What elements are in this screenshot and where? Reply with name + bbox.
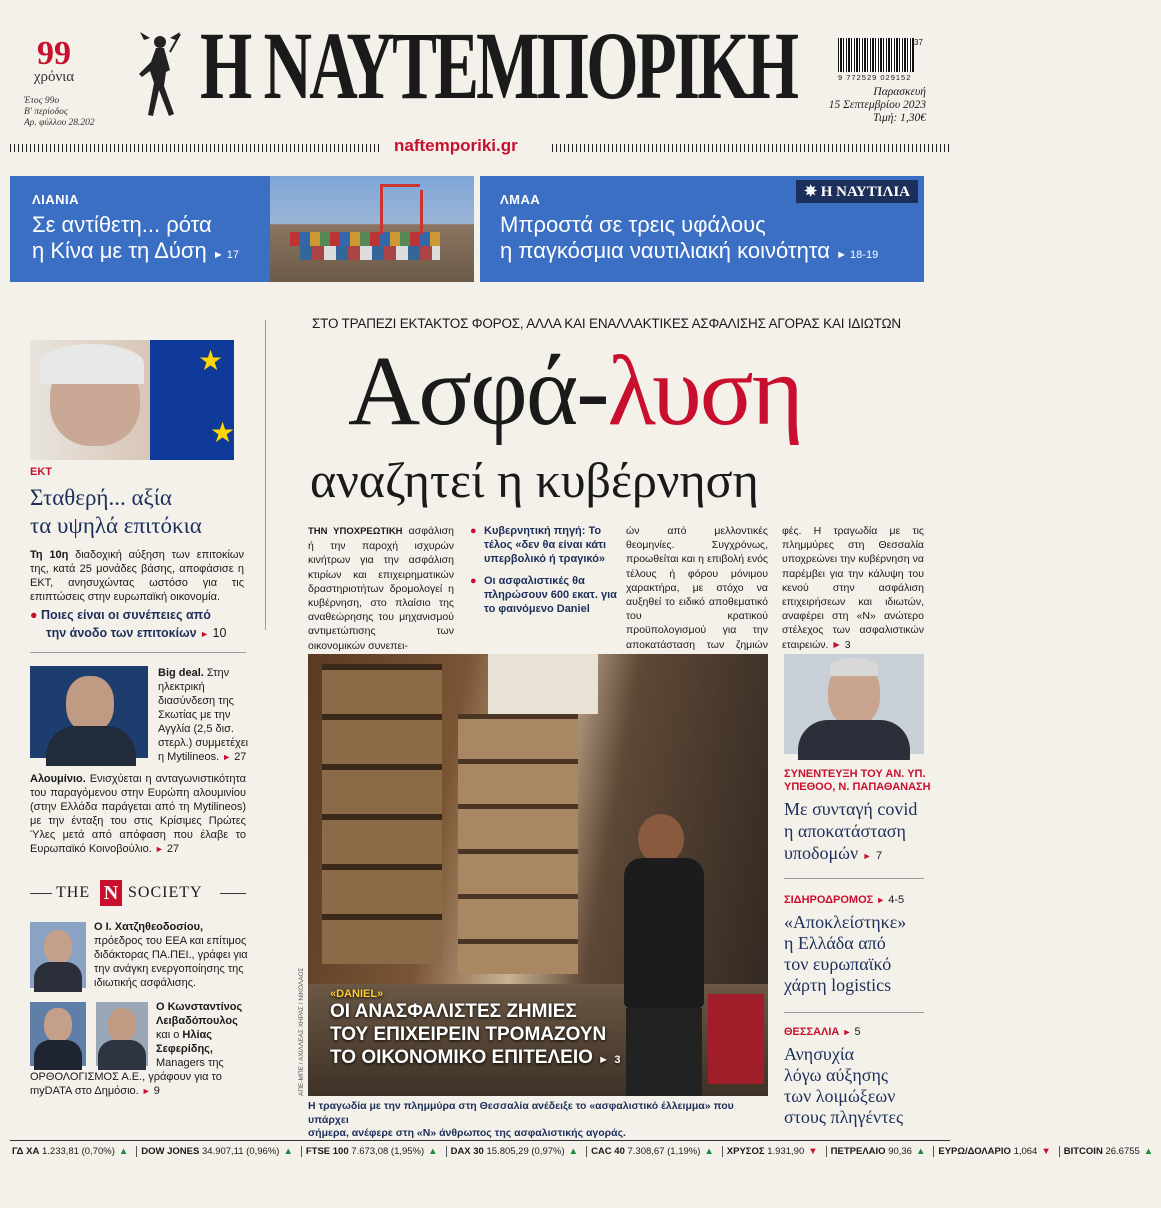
thes-l1: Ανησυχία — [784, 1044, 855, 1064]
thes-l3: των λοιμώξεων — [784, 1086, 896, 1106]
period-line: Β' περίοδος — [24, 107, 68, 117]
soc1-body — [94, 920, 250, 990]
leivadopoulos-photo — [30, 1002, 86, 1066]
ekt-bold: Τη 10η — [30, 549, 69, 561]
lead-bullet-2[interactable] — [470, 574, 618, 616]
anniversary-block — [24, 35, 84, 85]
ekt-headline1: Σταθερή... αξία — [30, 485, 172, 510]
photo-credit: ΑΠΕ-ΜΠΕ / ΑΧΙΛΛΕΑΣ ΧΗΡΑΣ / ΝΙΚΟΛΑΟΣ — [298, 967, 305, 1096]
ticker-value: 1,064 — [1013, 1146, 1038, 1157]
soc2-body-top — [156, 1000, 250, 1070]
rail-l4: χάρτη logistics — [784, 975, 892, 995]
deal-page: 27 — [234, 751, 247, 763]
ticker-item — [451, 1146, 587, 1157]
bullet-icon: ● — [470, 525, 477, 537]
interview-page: 7 — [876, 850, 883, 862]
ekt-body — [30, 548, 244, 604]
lead-col4: φές. Η τραγωδία με τις πλημμύρες στη Θεσσαλία υποχρεώνει την κυβέρνηση να παρέμβει για την κάλυψη του κενού στην ασφάλιση επιχειρήσεων και ιδιωτών, αναφέρει στη «Ν» ανώτερο στέλεχος των ασφαλιστικών εταιρειών. ► 3 — [782, 525, 924, 651]
headline-black: Ασφά- — [348, 335, 608, 446]
barcode-number: 9 772529 029152 — [838, 73, 912, 82]
interview-headline[interactable]: Με συνταγή covid η αποκατάσταση υποδομών ► 7 — [784, 799, 918, 863]
hatzitheodosiou-photo — [30, 922, 86, 988]
year-line: Έτος 99ο — [24, 96, 60, 106]
ticker-name: FTSE 100 — [305, 1146, 352, 1157]
banner-right-line1: Μπροστά σε τρεις υφάλους — [500, 212, 766, 237]
date: 15 Σεπτεμβρίου 2023 — [828, 99, 926, 111]
lead-col4-text: φές. Η τραγωδία με τις πλημμύρες στη Θεσσαλία υποχρεώνει την κυβέρνηση να παρέμβει για την κάλυψη του κενού στην ασφάλιση επιχειρήσεων και ιδιωτών, αναφέρει στη «Ν» ανώτερο στέλεχος των ασφαλιστικών εταιρειών. — [782, 525, 924, 651]
ekt-kicker: ΕΚΤ — [30, 466, 52, 478]
ticker-value: 7.673,08 (1,95%) — [351, 1146, 425, 1157]
soc2-text1: Managers της — [156, 1057, 224, 1069]
photo-line1: ΟΙ ΑΝΑΣΦΑΛΙΣΤΕΣ ΖΗΜΙΕΣ — [330, 1001, 577, 1022]
society-n-logo: N — [100, 880, 122, 906]
thes-l4: στους πληγέντες — [784, 1107, 904, 1127]
interview-kicker — [784, 768, 931, 794]
banner-left-line2-wrap: η Κίνα με τη Δύση ► 17 — [32, 238, 240, 263]
deal-bold: Big deal. — [158, 667, 204, 679]
banner-left-kicker: ΛΙΑΝΙΑ — [32, 192, 80, 207]
left-rule — [30, 652, 246, 653]
ekt-headline — [30, 484, 202, 540]
rail-l3: τον ευρωπαϊκό — [784, 954, 892, 974]
masthead-rule-left — [10, 144, 380, 152]
ticker-item — [141, 1146, 302, 1157]
masthead-rule-right — [552, 144, 950, 152]
ekt-headline2: τα υψηλά επιτόκια — [30, 513, 202, 538]
headline-red: λυση — [607, 335, 802, 446]
ticker-name: DOW JONES — [141, 1146, 202, 1157]
thes-page: 5 — [854, 1026, 861, 1038]
ticker-name: CAC 40 — [591, 1146, 628, 1157]
interview-kicker1: ΣΥΝΕΝΤΕΥΞΗ ΤΟΥ ΑΝ. ΥΠ. — [784, 768, 926, 780]
rail-l1: «Αποκλείστηκε» — [784, 912, 907, 932]
soc1-bold: Ο Ι. Χατζηθεοδοσίου, — [94, 921, 204, 933]
banner-right-line2-wrap: η παγκόσμια ναυτιλιακή κοινότητα ► 18-19 — [500, 238, 879, 263]
banner-left[interactable] — [10, 176, 474, 282]
photo-line2: ΤΟΥ ΕΠΙΧΕΙΡΕΙΝ ΤΡΟΜΑΖΟΥΝ — [330, 1024, 607, 1045]
bullet-icon: ● — [30, 608, 42, 622]
soc2-bold2: Ηλίας Σεφερίδης, — [156, 1029, 213, 1055]
anniversary-word: χρόνια — [33, 69, 75, 85]
banner-left-line1: Σε αντίθετη... ρότα — [32, 212, 212, 237]
ekt-bullet2: την άνοδο των επιτοκίων — [46, 626, 197, 640]
arrow-up-icon: ▲ — [1143, 1146, 1154, 1157]
interview-l2: η αποκατάσταση — [784, 821, 906, 841]
lead-col3: ών από μελλοντικές θεομηνίες. Συγχρόνως, προωθείται και η επιβολή ενός τέλους ή φόρου μόνιμου χαρακτήρα, με στόχο να αυξηθεί το ειδικό αποθεματικό του κρατικού προϋπολογισμού για την αποκατάσταση των ζημιών — [626, 525, 768, 651]
ship-wheel-icon: ✵ — [804, 184, 821, 200]
arrow-up-icon: ▲ — [568, 1146, 579, 1157]
caption-line1: Η τραγωδία με την πλημμύρα στη Θεσσαλία ανέδειξε το «ασφαλιστικό έλλειμμα» που υπάρχει — [308, 1100, 734, 1126]
soc2-page: 9 — [153, 1085, 160, 1097]
lead-col4-page: 3 — [844, 638, 851, 651]
seferidis-photo — [96, 1002, 148, 1066]
deal-body: Big deal. Στην ηλεκτρική διασύνδεση της Σκωτίας με την Αγγλία (2,5 δισ. στερλ.) συμμετέχει η Mytilineos. ► 27 — [158, 667, 249, 763]
ticker-item — [727, 1146, 827, 1157]
photo-overlay: «DANIEL» ΟΙ ΑΝΑΣΦΑΛΙΣΤΕΣ ΖΗΜΙΕΣ ΤΟΥ ΕΠΙΧΕΙΡΕΙΝ ΤΡΟΜΑΖΟΥΝ ΤΟ ΟΙΚΟΝΟΜΙΚΟ ΕΠΙΤΕΛΕΙΟ ► 3 — [330, 988, 621, 1068]
right-rule-2 — [784, 1012, 924, 1013]
arrow-up-icon: ▲ — [118, 1146, 129, 1157]
lead-kicker: ΣΤΟ ΤΡΑΠΕΖΙ ΕΚΤΑΚΤΟΣ ΦΟΡΟΣ, ΑΛΛΑ ΚΑΙ ΕΝΑΛΛΑΚΤΙΚΕΣ ΑΣΦΑΛΙΣΗΣ ΑΓΟΡΑΣ ΚΑΙ ΙΔΙΩΤΩΝ — [312, 316, 901, 331]
banner-right-kicker: ΛΜΑΑ — [500, 192, 541, 207]
society-the: THE — [56, 884, 91, 901]
arrow-up-icon: ▲ — [283, 1146, 293, 1157]
barcode — [838, 38, 914, 72]
ticker-item — [938, 1146, 1059, 1157]
rail-l2: η Ελλάδα από — [784, 933, 886, 953]
photo-caption — [308, 1100, 768, 1141]
masthead-title: Η ΝΑΥΤΕΜΠΟΡΙΚΗ — [200, 12, 797, 119]
shipping-tag-label: Η ΝΑΥΤΙΛΙΑ — [820, 184, 910, 200]
ticker-name: DAX 30 — [450, 1146, 487, 1157]
ticker-name: ΧΡΥΣΟΣ — [726, 1146, 768, 1157]
day: Παρασκευή — [873, 86, 926, 98]
bullet-icon: ● — [470, 575, 477, 587]
ticker-value: 1.931,90 — [767, 1146, 805, 1157]
arrow-up-icon: ▲ — [915, 1146, 926, 1157]
interview-l1: Με συνταγή covid — [784, 799, 918, 819]
ticker-item — [831, 1146, 935, 1157]
lead-headline — [348, 336, 802, 446]
interview-kicker2: ΥΠΕΘΟΟ, Ν. ΠΑΠΑΘΑΝΑΣΗ — [784, 781, 931, 793]
ticker-rule — [10, 1140, 950, 1141]
society-word: SOCIETY — [128, 884, 203, 901]
banner-right[interactable] — [480, 176, 924, 282]
soc1-text: πρόεδρος του ΕΕΑ και επίτιμος διδάκτορας ΠΑ.ΠΕΙ., γράφει για την ανάγκη ενεργοποίησης της ιδιωτικής ασφάλισης. — [94, 935, 248, 989]
thes-kicker-line: ΘΕΣΣΑΛΙΑ ► 5 — [784, 1026, 861, 1038]
issue-info — [24, 96, 95, 129]
soc2-mid: και ο — [156, 1029, 180, 1041]
soc2-body-bottom: ΟΡΘΟΛΟΓΙΣΜΟΣ Α.Ε., γράφουν για το myDATA στο Δημόσιο. ► 9 — [30, 1071, 222, 1097]
arrow-down-icon: ▼ — [1041, 1146, 1051, 1157]
right-rule-1 — [784, 878, 924, 879]
port-image — [270, 176, 474, 282]
market-ticker — [12, 1146, 1154, 1157]
date-block — [829, 86, 926, 125]
soc2-text2: ΟΡΘΟΛΟΓΙΣΜΟΣ Α.Ε., γράφουν για το myDATA στο Δημόσιο. — [30, 1071, 222, 1097]
ticker-name: BITCOIN — [1063, 1146, 1106, 1157]
photo-line3: ΤΟ ΟΙΚΟΝΟΜΙΚΟ ΕΠΙΤΕΛΕΙΟ — [330, 1047, 593, 1068]
banner-left-line2: η Κίνα με τη Δύση — [32, 238, 207, 263]
ticker-item — [306, 1146, 447, 1157]
photo-label: «DANIEL» — [330, 988, 384, 1000]
price: Τιμή: 1,30€ — [872, 112, 926, 124]
ticker-name: ΓΔ ΧΑ — [12, 1146, 42, 1157]
lead-bullets — [470, 524, 618, 616]
deal-text: Στην ηλεκτρική διασύνδεση της Σκωτίας με την Αγγλία (2,5 δισ. στερλ.) συμμετέχει η Mytilineos. — [158, 667, 249, 763]
lead-bullet-1-text: Κυβερνητική πηγή: Το τέλος «δεν θα είναι κάτι υπερβολικό ή τραγικό» — [484, 525, 607, 565]
barcode-issue: 37 — [914, 38, 923, 47]
shipping-tag — [796, 180, 918, 203]
rail-headline[interactable] — [784, 912, 906, 996]
ticker-item — [1064, 1146, 1161, 1157]
caption-line2: σήμερα, ανέφερε στη «Ν» άνθρωπος της ασφαλιστικής αγοράς. — [308, 1127, 626, 1139]
lead-col1-text: ασφάλιση ή την παροχή ισχυρών κινήτρων για την ασφάλιση κτιρίων και επιχειρηματικών δραστηριοτήτων δρομολογεί η κυβέρνηση, στο πλαίσιο της αναθεώρησης του μηχανισμού αντιμετώπισης των οικονομικών συνεπει- — [308, 525, 455, 652]
alu-page: 27 — [166, 843, 180, 855]
rail-kicker-line: ΣΙΔΗΡΟΔΡΟΜΟΣ ► 4-5 — [784, 894, 905, 906]
issue-line: Αρ. φύλλου 28.202 — [24, 118, 95, 128]
ekt-page: 10 — [212, 626, 227, 640]
papathanasis-photo — [784, 654, 924, 754]
alu-text: Ενισχύεται η ανταγωνιστικότητα του παραγόμενου στην Ευρώπη αλουμινίου (στην Ελλάδα παράγεται από τη Mytilineos) με την ένταξη του στις Κρίσιμες Πρώτες Ύλες μετά από απόφαση που έλαβε το Ευρωπαϊκό Κοινοβούλιο. — [30, 773, 247, 855]
lead-bullet-2-text: Οι ασφαλιστικές θα πληρώσουν 600 εκατ. για το φαινόμενο Daniel — [484, 575, 617, 615]
banner-right-page: 18-19 — [850, 249, 879, 261]
lead-subheadline: αναζητεί η κυβέρνηση — [310, 452, 759, 508]
society-header — [30, 880, 246, 908]
interview-l3: υποδομών — [784, 843, 859, 863]
ticker-value: 15.805,29 (0,97%) — [486, 1146, 565, 1157]
eu-star-icon: ★ — [198, 345, 224, 376]
alu-body: Αλουμίνιο. Ενισχύεται η ανταγωνιστικότητα του παραγόμενου στην Ευρώπη αλουμινίου (στην Ελλάδα παράγεται από τη Mytilineos) με την ένταξη του στις Κρίσιμες Πρώτες Ύλες μετά από απόφαση που έλαβε το Ευρωπαϊκό Κοινοβούλιο. ► 27 — [30, 773, 247, 855]
ticker-value: 34.907,11 (0,96%) — [201, 1146, 280, 1157]
soc2-bold1: Ο Κωνσταντίνος Λειβαδόπουλος — [156, 1001, 243, 1027]
ekt-body-text: διαδοχική αύξηση των επιτοκίων της, κατά 25 μονάδες βάσης, αποφάσισε η ΕΚΤ, ανησυχώντας ωστόσο για τις επιπτώσεις στην ευρωπαϊκή οικονομία. — [30, 549, 244, 603]
ekt-link[interactable]: ● Ποιες είναι οι συνέπειες από την άνοδο των επιτοκίων ► 10 — [30, 608, 227, 640]
lead-bullet-1[interactable] — [470, 524, 618, 566]
ticker-item — [12, 1146, 137, 1157]
photo-page: 3 — [614, 1054, 621, 1066]
mytilineos-photo — [30, 666, 148, 758]
lead-divider — [265, 320, 266, 630]
arrow-up-icon: ▲ — [704, 1146, 714, 1157]
lagarde-photo — [30, 340, 234, 460]
website-link[interactable]: naftemporiki.gr — [394, 136, 518, 155]
hermes-logo-icon — [136, 28, 186, 124]
ekt-bullet1: Ποιες είναι οι συνέπειες από — [41, 608, 211, 622]
thes-l2: λόγω αύξησης — [784, 1065, 889, 1085]
ticker-item — [591, 1146, 723, 1157]
arrow-down-icon: ▼ — [808, 1146, 818, 1157]
lead-col1-lead: ΤΗΝ ΥΠΟΧΡΕΩΤΙΚΗ — [308, 526, 403, 537]
lead-col1 — [308, 524, 454, 653]
alu-bold: Αλουμίνιο. — [30, 773, 86, 785]
ticker-value: 7.308,67 (1,19%) — [627, 1146, 701, 1157]
banner-right-line2: η παγκόσμια ναυτιλιακή κοινότητα — [500, 238, 830, 263]
rail-kicker: ΣΙΔΗΡΟΔΡΟΜΟΣ — [784, 894, 874, 906]
thes-headline[interactable] — [784, 1044, 903, 1128]
anniversary-number: 99 — [37, 35, 71, 72]
eu-star-icon: ★ — [210, 417, 236, 448]
ticker-value: 1.233,81 (0,70%) — [41, 1146, 115, 1157]
ticker-value: 90,36 — [888, 1146, 912, 1157]
thes-kicker: ΘΕΣΣΑΛΙΑ — [784, 1026, 840, 1038]
ticker-name: ΠΕΤΡΕΛΑΙΟ — [830, 1146, 889, 1157]
ticker-value: 26.6755 — [1105, 1146, 1140, 1157]
ticker-name: ΕΥΡΩ/ΔΟΛΑΡΙΟ — [938, 1146, 1014, 1157]
banner-left-page: 17 — [226, 249, 240, 261]
arrow-up-icon: ▲ — [428, 1146, 438, 1157]
rail-page: 4-5 — [888, 894, 905, 906]
